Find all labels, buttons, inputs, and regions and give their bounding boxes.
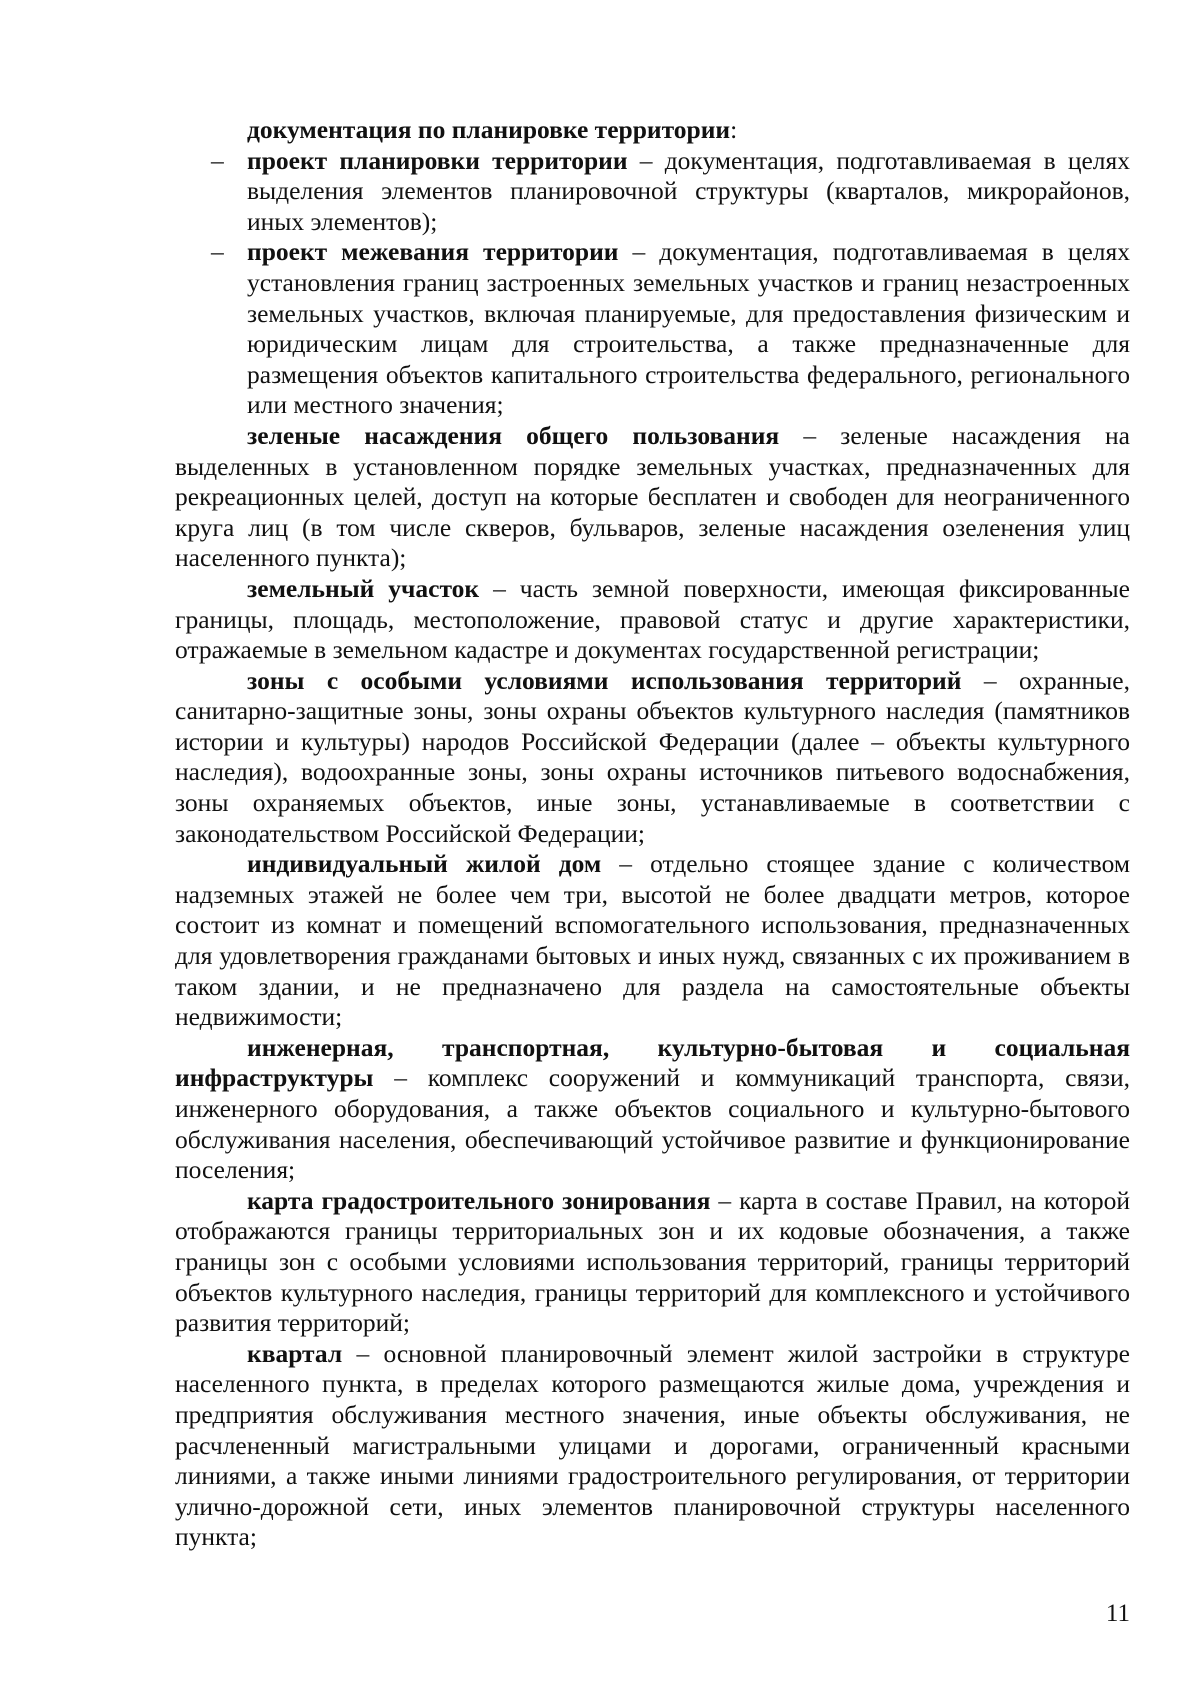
definition-paragraph	[175, 574, 1130, 666]
definition-paragraph	[175, 1033, 1130, 1186]
definition-text: – зеленые насаждения на выделенных в установленном порядке земельных участках, предназначенных для рекреационных целей, доступ на которые бесплатен и свободен для неограниченного круга лиц (в том числе скверов, бульваров, зеленые насаждения озеленения улиц населенного пункта);	[175, 420, 1130, 573]
dash-marker: –	[211, 237, 224, 267]
definition-text: – отдельно стоящее здание с количеством надземных этажей не более чем три, высотой не более двадцати метров, которое состоит из комнат и помещений вспомогательного использования, предназначенных для удовлетворения гражданами бытовых и иных нужд, связанных с их проживанием в таком здании, и не предназначено для раздела на самостоятельные объекты недвижимости;	[175, 849, 1130, 1032]
definition-paragraph	[175, 1186, 1130, 1339]
term: индивидуальный жилой дом	[247, 849, 602, 879]
definition-text: – основной планировочный элемент жилой застройки в структуре населенного пункта, в пределах которого размещаются жилые дома, учреждения и предприятия обслуживания местного значения, иные объекты обслуживания, не расчлененный магистральными улицами и дорогами, ограниченный красными линиями, а также иными линиями градостроительного регулирования, от территории улично-дорожной сети, иных элементов планировочной структуры населенного пункта;	[175, 1338, 1130, 1552]
definition-text: – документация, подготавливаемая в целях установления границ застроенных земельных участков и границ незастроенных земельных участков, включая планируемые, для предоставления физическим и юридическим лицам для строительства, а также предназначенные для размещения объектов капитального строительства федерального, регионального или местного значения;	[247, 237, 1131, 420]
page-body	[175, 115, 1130, 1553]
definition-paragraph	[175, 421, 1130, 574]
definition-paragraph	[175, 849, 1130, 1033]
page-number: 11	[1105, 1600, 1130, 1627]
definition-text: – охранные, санитарно-защитные зоны, зоны охраны объектов культурного наследия (памятников истории и культуры) народов Российской Федерации (далее – объекты культурного наследия), водоохранные зоны, зоны охраны источников питьевого водоснабжения, зоны охраняемых объектов, иные зоны, устанавливаемые в соответствии с законодательством Российской Федерации;	[175, 665, 1130, 848]
list-item	[175, 237, 1130, 421]
definition-paragraph	[175, 1339, 1130, 1553]
dash-marker: –	[211, 145, 224, 175]
term: документация по планировке территории	[247, 115, 731, 144]
definition-text: – карта в составе Правил, на которой отображаются границы территориальных зон и их кодовые обозначения, а также границы зон с особыми условиями использования территорий, границы территорий объектов культурного наследия, границы территорий для комплексного и устойчивого развития территорий;	[175, 1185, 1131, 1338]
term: зоны с особыми условиями использования территорий	[247, 665, 962, 695]
term: инженерная, транспортная, культурно-бытовая и социальная инфраструктуры	[175, 1032, 1130, 1093]
definition-text: – документация, подготавливаемая в целях выделения элементов планировочной структуры (кварталов, микрорайонов, иных элементов);	[247, 145, 1130, 236]
definition-text: – часть земной поверхности, имеющая фиксированные границы, площадь, местоположение, правовой статус и другие характеристики, отражаемые в земельном кадастре и документах государственной регистрации;	[175, 573, 1130, 665]
list-item	[175, 146, 1130, 238]
intro-tail: :	[730, 115, 738, 144]
term: земельный участок	[247, 573, 480, 603]
definition-text: – комплекс сооружений и коммуникаций транспорта, связи, инженерного оборудования, а также объектов социального и культурно-бытового обслуживания населения, обеспечивающий устойчивое развитие и функционирование поселения;	[175, 1063, 1130, 1185]
term: квартал	[247, 1338, 343, 1368]
term: зеленые насаждения общего пользования	[247, 420, 780, 450]
intro-paragraph	[175, 115, 1130, 146]
term: карта градостроительного зонирования	[247, 1185, 711, 1215]
bullet-list	[175, 146, 1130, 421]
term: проект межевания территории	[247, 237, 619, 267]
term: проект планировки территории	[247, 145, 628, 175]
definition-paragraph	[175, 666, 1130, 850]
